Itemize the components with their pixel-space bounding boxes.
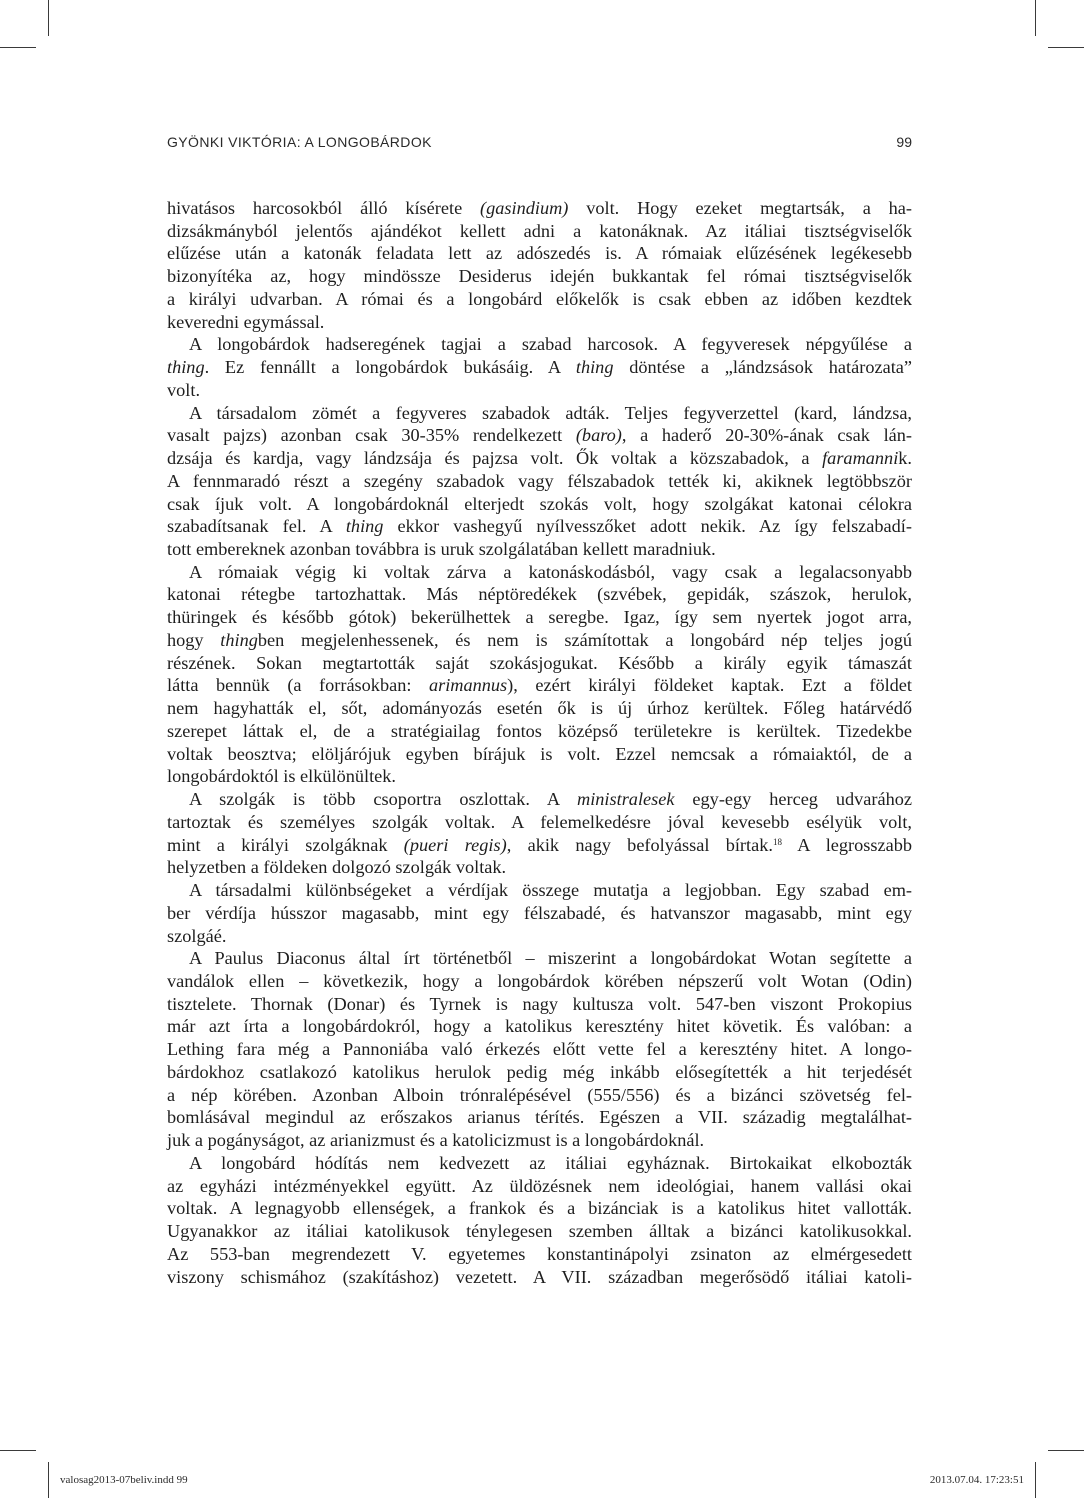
- crop-mark: [48, 0, 49, 36]
- text-line: voltak beosztva; elöljárójuk egyben bírájuk is volt. Ezzel nemcsak a rómaiaktól, de a: [167, 743, 912, 764]
- text-line: Ugyanakkor az itáliai katolikusok ténylegesen szemben álltak a bizánci katolikusokkal.: [167, 1221, 912, 1242]
- text-line: juk a pogányságot, az arianizmust és a katolicizmust is a longobárdoknál.: [167, 1130, 705, 1151]
- text-line: A rómaiak végig ki voltak zárva a katonáskodásból, vagy csak a legalacsonyabb: [189, 561, 912, 582]
- text-line: dizsákmányból jelentős ajándékot kellett adni a katonáknak. Az itáliai tisztségviselők: [167, 220, 912, 241]
- slug-timestamp: 2013.07.04. 17:23:51: [929, 1474, 1024, 1486]
- text-line: thing. Ez fennállt a longobárdok bukásáig. A thing döntése a „lándzsások határozata”: [167, 357, 913, 378]
- text-line: volt.: [167, 379, 201, 400]
- page-number: 99: [896, 134, 912, 150]
- text-line: helyzetben a földeken dolgozó szolgák voltak.: [167, 857, 507, 878]
- text-line: bárdokhoz csatlakozó katolikus herulok pedig még inkább elősegítették a hit terjedését: [167, 1061, 912, 1082]
- text-line: bomlásával megindul az erőszakos arianus térítés. Egészen a VII. századig megtalálhat-: [167, 1107, 912, 1128]
- text-line: A Paulus Diaconus által írt történetből – miszerint a longobárdokat Wotan segítette a: [189, 948, 912, 969]
- text-line: longobárdoktól is elkülönültek.: [167, 766, 396, 787]
- paragraph: [167, 402, 912, 561]
- crop-mark: [1035, 1462, 1036, 1498]
- crop-mark: [1048, 1450, 1084, 1451]
- italic-term: thing: [575, 357, 614, 378]
- text-line: hogy thingben megjelenhessenek, és nem is számítottak a longobárd nép teljes jogú: [167, 629, 912, 650]
- text-line: vandálok ellen – következik, hogy a longobárdok körében népszerű volt Wotan (Odin): [167, 970, 912, 991]
- text-line: A fennmaradó részt a szegény szabadok vagy félszabadok tették ki, akiknek legtöbbször: [167, 470, 912, 491]
- paragraph: [167, 879, 912, 947]
- crop-mark: [48, 1462, 49, 1498]
- text-line: A szolgák is több csoportra oszlottak. A ministralesek egy-egy herceg udvarához: [189, 789, 913, 810]
- paragraph: [167, 788, 912, 879]
- text-line: látta bennük (a forrásokban: arimannus), ezért királyi földeket kaptak. Ezt a földet: [167, 675, 912, 696]
- italic-term: thing: [220, 629, 258, 650]
- paragraph: [167, 561, 912, 788]
- italic-term: ministralesek: [577, 789, 675, 810]
- crop-mark: [1048, 47, 1084, 48]
- crop-mark: [1035, 0, 1036, 36]
- text-line: A longobárdok hadseregének tagjai a szabad harcosok. A fegyveresek népgyűlése a: [189, 334, 912, 355]
- text-line: viszony schismához (szakításhoz) vezetett. A VII. században megerősödő itáliai katoli-: [167, 1266, 912, 1287]
- text-line: a királyi udvarban. A római és a longobárd előkelők is csak ebben az időben kezdtek: [167, 288, 912, 309]
- slug-file-info: valosag2013-07beliv.indd 99: [60, 1474, 188, 1486]
- crop-mark: [0, 47, 36, 48]
- text-line: A társadalom zömét a fegyveres szabadok adták. Teljes fegyverzettel (kard, lándzsa,: [189, 402, 912, 423]
- text-line: szolgáé.: [167, 925, 227, 946]
- running-head: [167, 134, 912, 156]
- crop-mark: [0, 1450, 36, 1451]
- text-line: voltak. A legnagyobb ellenségek, a frankok és a bizánciak is a katolikus hitet vallották.: [167, 1198, 912, 1219]
- text-line: katonai rétegbe tartozhattak. Más néptöredékek (szvébek, gepidák, szászok, herulok,: [167, 584, 912, 605]
- text-line: bizonyítéka az, hogy mindössze Desiderus idején bukkantak fel római tisztségviselők: [167, 266, 912, 287]
- text-line: hivatásos harcosokból álló kísérete (gasindium) volt. Hogy ezeket megtartsák, a ha-: [167, 198, 912, 218]
- text-line: tisztelete. Thornak (Donar) és Tyrnek is nagy kultusza volt. 547-ben viszont Prokopius: [167, 993, 912, 1014]
- text-line: tott embereknek azonban továbbra is uruk szolgálatában kellett maradniuk.: [167, 539, 716, 560]
- text-line: dzsája és kardja, vagy lándzsája és pajzsa volt. Ők voltak a közszabadok, a faramannik.: [167, 448, 912, 469]
- text-line: elűzése után a katonák feladata lett az adószedés is. A rómaiak elűzésének legékesebb: [167, 243, 912, 264]
- text-line: már azt írta a longobárdokról, hogy a katolikus keresztény hitet követik. És valóban: a: [167, 1016, 912, 1037]
- paragraph: [167, 947, 912, 1152]
- paragraph: [167, 197, 912, 333]
- paragraph: [167, 1152, 912, 1288]
- italic-term: (pueri regis): [403, 834, 507, 855]
- running-title: GYÖNKI VIKTÓRIA: A LONGOBÁRDOK: [167, 134, 432, 150]
- footnote-reference[interactable]: 18: [772, 836, 782, 847]
- text-line: tartoztak és személyes szolgák voltak. A felemelkedésre jóval kevesebb esélyük volt,: [167, 811, 912, 832]
- paragraph: [167, 333, 912, 401]
- italic-term: thing: [167, 357, 205, 378]
- text-line: A longobárd hódítás nem kedvezett az itáliai egyháznak. Birtokaikat elkobozták: [189, 1152, 912, 1173]
- text-line: csak íjuk volt. A longobárdoknál elterjedt szokás volt, hogy szolgákat katonai célokra: [167, 493, 912, 514]
- text-line: a nép körében. Azonban Alboin trónralépésével (555/556) és a bizánci szövetség fel-: [167, 1084, 912, 1105]
- italic-term: arimannus: [428, 675, 508, 696]
- italic-term: (gasindium): [480, 198, 569, 218]
- text-line: ber vérdíja hússzor magasabb, mint egy félszabadé, és hatvanszor magasabb, mint egy: [167, 902, 912, 923]
- text-line: keveredni egymással.: [167, 311, 325, 332]
- text-line: szabadítsanak fel. A thing ekkor vashegyű nyílvesszőket adott nekik. Az így felszabadí-: [167, 516, 912, 537]
- text-line: A társadalmi különbségeket a vérdíjak összege mutatja a legjobban. Egy szabad em-: [189, 880, 912, 901]
- text-line: mint a királyi szolgáknak (pueri regis), akik nagy befolyással bírtak.$^{18}$ A legrosszabb: [167, 834, 913, 855]
- article-body: [167, 197, 912, 1288]
- text-line: részének. Sokan megtartották saját szokásjogukat. Később a király egyik támaszát: [167, 652, 912, 673]
- text-line: Lething fara még a Pannoniába való érkezés előtt vette fel a keresztény hitet. A longo-: [167, 1039, 912, 1060]
- italic-term: faramanni: [822, 448, 899, 469]
- italic-term: (baro): [575, 425, 622, 446]
- text-line: nem hagyhatták el, sőt, adományozás esetén ők is új úrhoz kerültek. Főleg határvédő: [167, 698, 912, 719]
- text-line: Az 553-ban megrendezett V. egyetemes konstantinápolyi zsinaton az elmérgesedett: [167, 1243, 912, 1264]
- text-line: thüringek és később gótok) bekerülhettek a seregbe. Igaz, így sem nyertek jogot arra,: [167, 607, 912, 628]
- italic-term: thing: [345, 516, 384, 537]
- text-line: szerepet láttak el, de a stratégiailag fontos középső területekre is kerültek. Tizedekbe: [167, 720, 912, 741]
- text-line: vasalt pajzs) azonban csak 30-35% rendelkezett (baro), a haderő 20-30%-ának csak lán-: [167, 425, 912, 446]
- text-line: az egyházi intézményekkel együtt. Az üldözésnek nem ideológiai, hanem vallási okai: [167, 1175, 912, 1196]
